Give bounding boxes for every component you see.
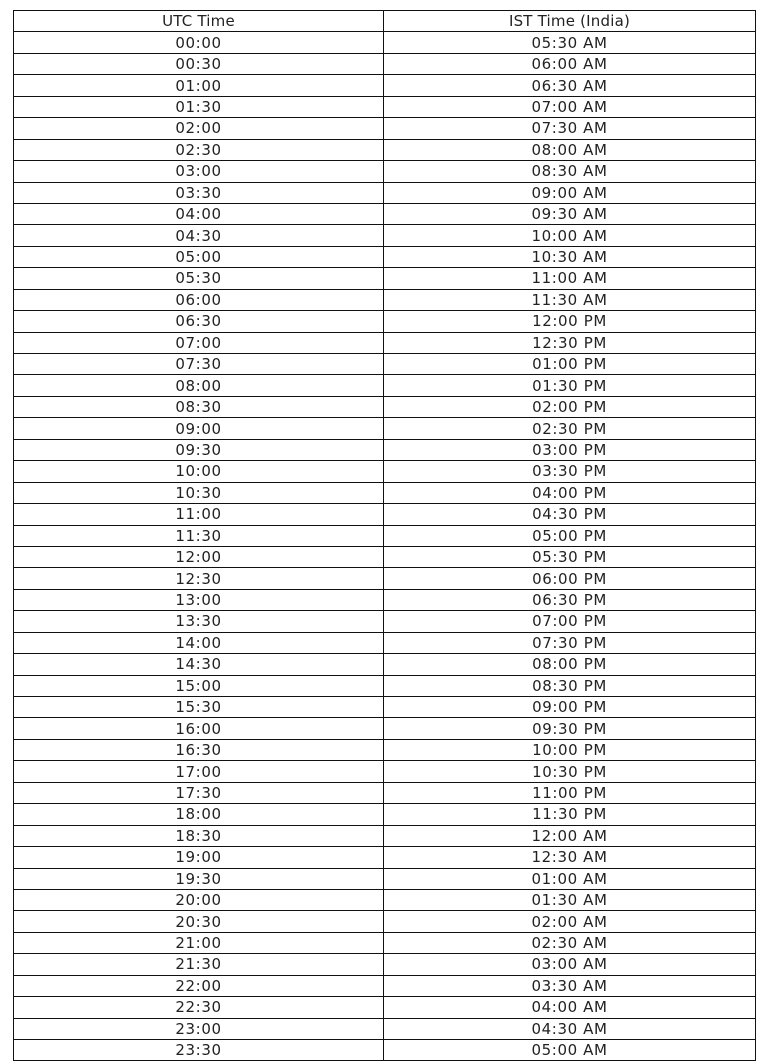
ist-time-cell: 01:00 PM	[384, 354, 756, 375]
utc-time-cell: 20:00	[14, 889, 384, 910]
table-row	[14, 654, 756, 675]
ist-time-cell: 07:00 AM	[384, 96, 756, 117]
table-header	[14, 11, 756, 32]
table-row	[14, 611, 756, 632]
utc-time-cell: 04:00	[14, 203, 384, 224]
table-row	[14, 911, 756, 932]
ist-time-cell: 12:30 PM	[384, 332, 756, 353]
utc-time-cell: 09:00	[14, 418, 384, 439]
table-row	[14, 396, 756, 417]
ist-time-cell: 11:30 AM	[384, 289, 756, 310]
utc-time-cell: 12:30	[14, 568, 384, 589]
utc-time-cell: 10:00	[14, 461, 384, 482]
utc-time-cell: 01:00	[14, 75, 384, 96]
ist-time-cell: 07:30 PM	[384, 632, 756, 653]
utc-time-cell: 13:30	[14, 611, 384, 632]
ist-time-cell: 08:30 AM	[384, 161, 756, 182]
header-utc-time: UTC Time	[14, 11, 384, 32]
utc-time-cell: 19:00	[14, 847, 384, 868]
table-row	[14, 482, 756, 503]
table-row	[14, 589, 756, 610]
ist-time-cell: 12:30 AM	[384, 847, 756, 868]
table-row	[14, 332, 756, 353]
utc-time-cell: 19:30	[14, 868, 384, 889]
table-row	[14, 1018, 756, 1039]
utc-time-cell: 20:30	[14, 911, 384, 932]
utc-time-cell: 09:30	[14, 439, 384, 460]
header-row	[14, 11, 756, 32]
utc-time-cell: 01:30	[14, 96, 384, 117]
table-row	[14, 718, 756, 739]
ist-time-cell: 08:00 PM	[384, 654, 756, 675]
utc-time-cell: 22:30	[14, 997, 384, 1018]
table-row	[14, 32, 756, 53]
utc-time-cell: 16:00	[14, 718, 384, 739]
ist-time-cell: 02:30 AM	[384, 932, 756, 953]
table-row	[14, 997, 756, 1018]
utc-time-cell: 14:00	[14, 632, 384, 653]
ist-time-cell: 11:00 AM	[384, 268, 756, 289]
table-row	[14, 568, 756, 589]
table-row	[14, 525, 756, 546]
table-row	[14, 75, 756, 96]
table-row	[14, 418, 756, 439]
utc-ist-conversion-table	[13, 10, 756, 1061]
ist-time-cell: 07:00 PM	[384, 611, 756, 632]
table-row	[14, 461, 756, 482]
utc-time-cell: 21:00	[14, 932, 384, 953]
ist-time-cell: 03:30 PM	[384, 461, 756, 482]
ist-time-cell: 09:00 AM	[384, 182, 756, 203]
utc-time-cell: 12:00	[14, 546, 384, 567]
table-row	[14, 118, 756, 139]
utc-time-cell: 07:30	[14, 354, 384, 375]
table-row	[14, 932, 756, 953]
table-row	[14, 868, 756, 889]
ist-time-cell: 04:30 AM	[384, 1018, 756, 1039]
utc-time-cell: 04:30	[14, 225, 384, 246]
table-row	[14, 225, 756, 246]
utc-time-cell: 21:30	[14, 954, 384, 975]
ist-time-cell: 04:30 PM	[384, 504, 756, 525]
utc-time-cell: 18:00	[14, 804, 384, 825]
ist-time-cell: 12:00 PM	[384, 311, 756, 332]
table-row	[14, 632, 756, 653]
ist-time-cell: 03:00 PM	[384, 439, 756, 460]
table-row	[14, 139, 756, 160]
table-row	[14, 675, 756, 696]
utc-time-cell: 05:00	[14, 246, 384, 267]
table-row	[14, 782, 756, 803]
table-row	[14, 439, 756, 460]
utc-time-cell: 02:30	[14, 139, 384, 160]
ist-time-cell: 01:30 AM	[384, 889, 756, 910]
ist-time-cell: 01:30 PM	[384, 375, 756, 396]
utc-time-cell: 05:30	[14, 268, 384, 289]
table-body	[14, 32, 756, 1061]
ist-time-cell: 10:30 PM	[384, 761, 756, 782]
ist-time-cell: 06:30 AM	[384, 75, 756, 96]
ist-time-cell: 11:30 PM	[384, 804, 756, 825]
utc-time-cell: 11:00	[14, 504, 384, 525]
ist-time-cell: 01:00 AM	[384, 868, 756, 889]
table-row	[14, 354, 756, 375]
ist-time-cell: 03:00 AM	[384, 954, 756, 975]
ist-time-cell: 12:00 AM	[384, 825, 756, 846]
ist-time-cell: 09:30 AM	[384, 203, 756, 224]
utc-time-cell: 06:00	[14, 289, 384, 310]
table-row	[14, 311, 756, 332]
ist-time-cell: 10:00 AM	[384, 225, 756, 246]
ist-time-cell: 06:00 AM	[384, 53, 756, 74]
ist-time-cell: 10:30 AM	[384, 246, 756, 267]
utc-time-cell: 02:00	[14, 118, 384, 139]
table-row	[14, 182, 756, 203]
ist-time-cell: 06:30 PM	[384, 589, 756, 610]
utc-time-cell: 10:30	[14, 482, 384, 503]
utc-time-cell: 08:00	[14, 375, 384, 396]
table-row	[14, 975, 756, 996]
ist-time-cell: 02:30 PM	[384, 418, 756, 439]
utc-time-cell: 17:00	[14, 761, 384, 782]
ist-time-cell: 03:30 AM	[384, 975, 756, 996]
ist-time-cell: 11:00 PM	[384, 782, 756, 803]
ist-time-cell: 04:00 PM	[384, 482, 756, 503]
ist-time-cell: 09:00 PM	[384, 697, 756, 718]
utc-time-cell: 13:00	[14, 589, 384, 610]
utc-time-cell: 03:00	[14, 161, 384, 182]
ist-time-cell: 08:30 PM	[384, 675, 756, 696]
table-row	[14, 504, 756, 525]
utc-time-cell: 16:30	[14, 739, 384, 760]
ist-time-cell: 07:30 AM	[384, 118, 756, 139]
table-row	[14, 268, 756, 289]
utc-time-cell: 07:00	[14, 332, 384, 353]
ist-time-cell: 05:00 PM	[384, 525, 756, 546]
ist-time-cell: 10:00 PM	[384, 739, 756, 760]
ist-time-cell: 06:00 PM	[384, 568, 756, 589]
utc-time-cell: 22:00	[14, 975, 384, 996]
ist-time-cell: 08:00 AM	[384, 139, 756, 160]
table-row	[14, 161, 756, 182]
utc-time-cell: 06:30	[14, 311, 384, 332]
table-row	[14, 1040, 756, 1061]
header-ist-time: IST Time (India)	[384, 11, 756, 32]
table-row	[14, 889, 756, 910]
table-row	[14, 739, 756, 760]
table-row	[14, 246, 756, 267]
utc-time-cell: 00:00	[14, 32, 384, 53]
ist-time-cell: 02:00 PM	[384, 396, 756, 417]
table-row	[14, 825, 756, 846]
table-row	[14, 96, 756, 117]
utc-time-cell: 00:30	[14, 53, 384, 74]
table-row	[14, 847, 756, 868]
utc-time-cell: 14:30	[14, 654, 384, 675]
table-row	[14, 761, 756, 782]
utc-time-cell: 18:30	[14, 825, 384, 846]
table-row	[14, 203, 756, 224]
table-row	[14, 954, 756, 975]
table-row	[14, 375, 756, 396]
utc-time-cell: 17:30	[14, 782, 384, 803]
utc-time-cell: 11:30	[14, 525, 384, 546]
ist-time-cell: 04:00 AM	[384, 997, 756, 1018]
ist-time-cell: 05:00 AM	[384, 1040, 756, 1061]
ist-time-cell: 05:30 AM	[384, 32, 756, 53]
utc-time-cell: 03:30	[14, 182, 384, 203]
ist-time-cell: 02:00 AM	[384, 911, 756, 932]
table-row	[14, 289, 756, 310]
utc-time-cell: 23:00	[14, 1018, 384, 1039]
utc-time-cell: 08:30	[14, 396, 384, 417]
table-row	[14, 697, 756, 718]
utc-time-cell: 23:30	[14, 1040, 384, 1061]
table-row	[14, 804, 756, 825]
ist-time-cell: 09:30 PM	[384, 718, 756, 739]
ist-time-cell: 05:30 PM	[384, 546, 756, 567]
utc-time-cell: 15:30	[14, 697, 384, 718]
utc-time-cell: 15:00	[14, 675, 384, 696]
table-row	[14, 546, 756, 567]
table-row	[14, 53, 756, 74]
